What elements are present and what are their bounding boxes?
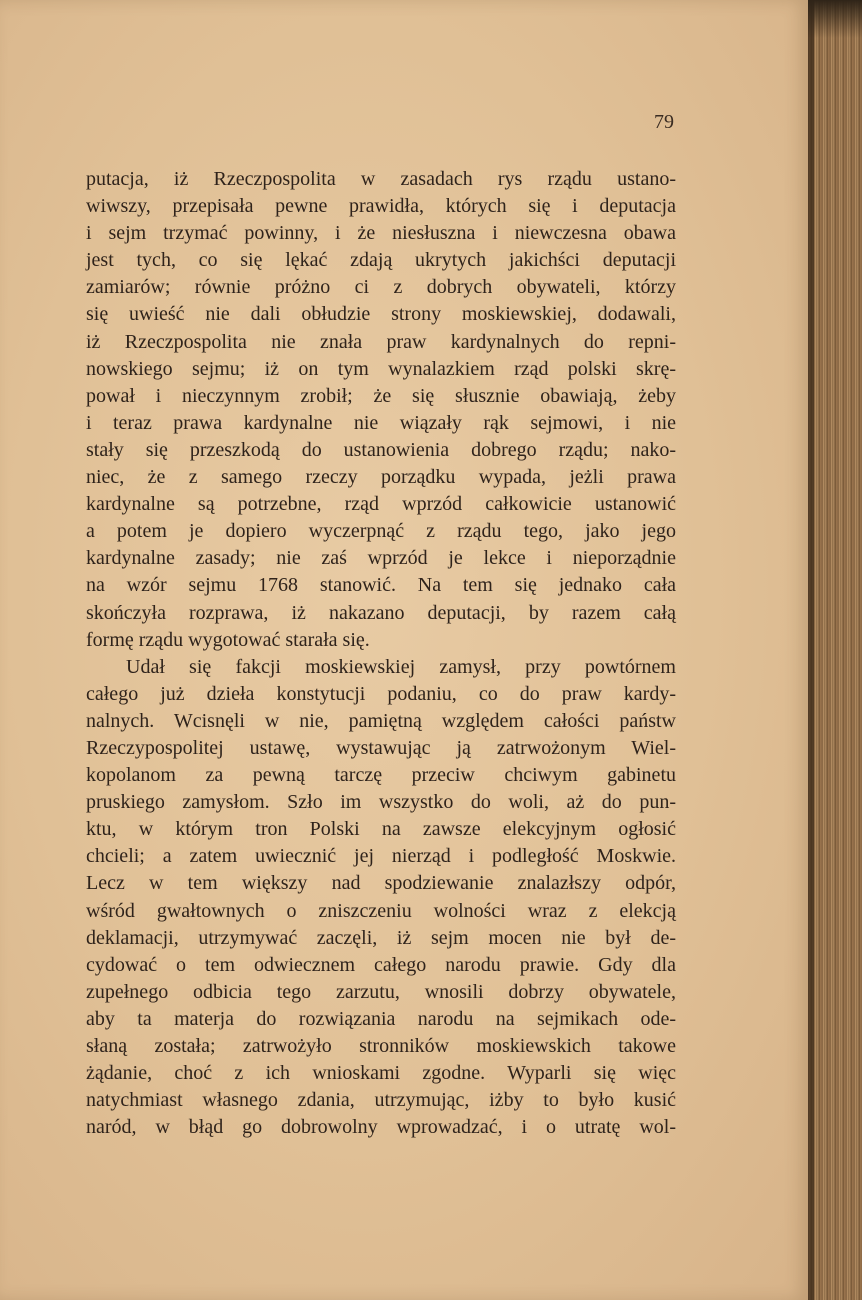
text-line: kardynalne zasady; nie zaś wprzód je lekce i nieporządnie: [86, 547, 676, 570]
text-line: chcieli; a zatem uwiecznić jej nierząd i podległość Moskwie.: [86, 845, 676, 868]
text-line: a potem je dopiero wyczerpnąć z rządu tego, jako jego: [86, 520, 676, 543]
text-line: nalnych. Wcisnęli w nie, pamiętną względem całości państw: [86, 709, 676, 732]
text-line: cydować o tem odwiecznem całego narodu prawie. Gdy dla: [86, 953, 676, 976]
paragraph-end-line: formę rządu wygotować starała się.: [86, 628, 370, 651]
text-line: skończyła rozprawa, iż nakazano deputacji, by razem całą: [86, 601, 676, 624]
text-line: ktu, w którym tron Polski na zawsze elekcyjnym ogłosić: [86, 818, 676, 841]
text-line: pruskiego zamysłom. Szło im wszystko do woli, aż do pun-: [86, 791, 676, 814]
text-line: kardynalne są potrzebne, rząd wprzód całkowicie ustanowić: [86, 493, 676, 516]
text-line: Rzeczypospolitej ustawę, wystawując ją zatrwożonym Wiel-: [86, 736, 676, 759]
text-line: zamiarów; równie próżno ci z dobrych obywateli, którzy: [86, 276, 676, 299]
page-gutter-shadow: [808, 0, 814, 1300]
text-line: stały się przeszkodą do ustanowienia dobrego rządu; nako-: [86, 438, 676, 461]
page-edges: [808, 0, 862, 1300]
text-line: putacja, iż Rzeczpospolita w zasadach rys rządu ustano-: [86, 168, 676, 190]
text-line: całego już dzieła konstytucji podaniu, co do praw kardy-: [86, 682, 676, 705]
paragraph-start-line: Udał się fakcji moskiewskiej zamysł, przy powtórnem: [126, 655, 676, 678]
text-line: aby ta materja do rozwiązania narodu na sejmikach ode-: [86, 1007, 676, 1030]
text-line: i teraz prawa kardynalne nie wiązały rąk sejmowi, i nie: [86, 411, 676, 434]
text-line: niec, że z samego rzeczy porządku wypada, jeżli prawa: [86, 466, 676, 489]
text-line: deklamacji, utrzymywać zaczęli, iż sejm mocen nie był de-: [86, 926, 676, 949]
text-line: kopolanom za pewną tarczę przeciw chciwym gabinetu: [86, 764, 676, 787]
text-line: pował i nieczynnym zrobił; że się słusznie obawiają, żeby: [86, 384, 676, 407]
text-line: iż Rzeczpospolita nie znała praw kardynalnych do repni-: [86, 330, 676, 353]
text-line: i sejm trzymać powinny, i że niesłuszna i niewczesna obawa: [86, 222, 676, 245]
page-edge-top-shadow: [808, 0, 862, 38]
page-number: 79: [654, 111, 674, 133]
text-line: wśród gwałtownych o zniszczeniu wolności wraz z elekcją: [86, 899, 676, 922]
text-line: żądanie, choć z ich wnioskami zgodne. Wyparli się więc: [86, 1062, 676, 1085]
text-line: się uwieść nie dali obłudzie strony moskiewskiej, dodawali,: [86, 303, 676, 326]
text-line: wiwszy, przepisała pewne prawidła, których się i deputacja: [86, 195, 676, 218]
text-line: zupełnego odbicia tego zarzutu, wnosili dobrzy obywatele,: [86, 980, 676, 1003]
text-line: na wzór sejmu 1768 stanowić. Na tem się jednako cała: [86, 574, 676, 597]
text-line: Lecz w tem większy nad spodziewanie znalazłszy odpór,: [86, 872, 676, 895]
text-line: jest tych, co się lękać zdają ukrytych jakichści deputacji: [86, 249, 676, 272]
text-line: naród, w błąd go dobrowolny wprowadzać, i o utratę wol-: [86, 1116, 676, 1139]
text-line: natychmiast własnego zdania, utrzymując, iżby to było kusić: [86, 1089, 676, 1112]
body-text: [86, 166, 676, 1141]
text-line: słaną została; zatrwożyło stronników moskiewskich takowe: [86, 1035, 676, 1057]
text-line: nowskiego sejmu; iż on tym wynalazkiem rząd polski skrę-: [86, 357, 676, 380]
